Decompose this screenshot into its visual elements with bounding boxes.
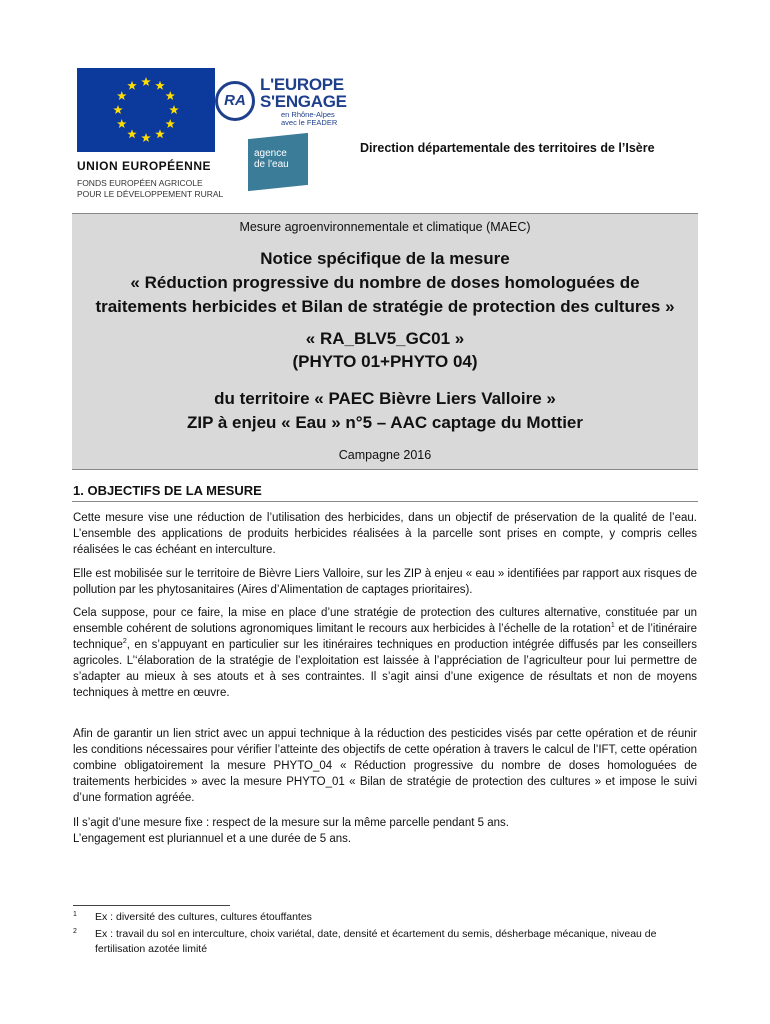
title-code: « RA_BLV5_GC01 » [305,329,465,348]
agence-de-leau-logo [244,136,320,206]
eu-star-icon [127,129,137,138]
footnote-number: 1 [73,911,77,918]
europe-logo-small-line: en Rhône-Alpes [281,110,335,119]
eu-star-icon [169,105,179,114]
footnote-ref[interactable]: 2 [122,638,127,646]
eu-star-icon [141,133,151,142]
eu-star-icon [155,129,165,138]
europe-logo-line: L'EUROPE [260,75,344,94]
eu-star-icon [117,119,127,128]
eu-star-icon [117,91,127,100]
paragraph: Cette mesure vise une réduction de l’utilisation des herbicides, dans un objectif de préservation de la qualité de l’eau. L’ensemble des applications de produits herbicides réalisées à la parcelle sont prises en compte, y compris celles réalisées le cas échéant en interculture. [73,512,697,556]
title-territory: du territoire « PAEC Bièvre Liers Valloire » [214,389,556,408]
title-territory: ZIP à enjeu « Eau » n°5 – AAC captage du Mottier [186,413,583,432]
paragraph-text: et de l’itinéraire technique [73,623,697,651]
eu-title: UNION EUROPÉENNE [77,159,212,173]
paragraph: Afin de garantir un lien strict avec un appui technique à la réduction des pesticides visés par cette opération et de réunir les conditions nécessaires pour vérifier l’atteinte des objectifs de cette opération à travers le calcul de l’IFT, cette opération combine obligatoirement la mesure PHYTO_04 « Réduction progressive du nombre de doses homologuées de traitements herbicides » avec la mesure PHYTO_01 « Bilan de stratégie de protection des cultures » et impose le suivi d’une formation agréée. [73,728,697,804]
eu-star-icon [165,119,175,128]
title-campagne: Campagne 2016 [338,448,432,462]
eu-subtitle-line: FONDS EUROPÉEN AGRICOLE [77,178,203,188]
europe-logo-small [281,111,337,127]
paragraph-line: L’engagement est pluriannuel et a une durée de 5 ans. [73,833,352,845]
section-heading: 1. OBJECTIFS DE LA MESURE [73,483,262,498]
paragraph-text: Cela suppose, pour ce faire, la mise en place d’une stratégie de protection des cultures alternative, constituée par un ensemble cohérent de solutions agronomiques limitant le recours aux herbicides à l’échelle de la rotation [73,607,697,635]
paragraph-text: , en s’appuyant en particulier sur les itinéraires techniques en production intégrée diffusés par les conseillers agricoles. L’‘élaboration de la stratégie de l’exploitation est laissée à l’appréciation de l’agriculteur pour lui permettre de s’adapter au mieux à ses atouts et à ses contraintes. Il s’agit ainsi d’une exigence de résultats et non de moyens techniques à mettre en œuvre. [73,639,697,699]
paragraph [73,815,697,847]
agence-logo-line: de l'eau [254,159,289,170]
footnote-number: 2 [73,928,77,935]
agence-logo-line: agence [254,148,287,159]
paragraph-line: Il s’agit d’une mesure fixe : respect de la mesure sur la même parcelle pendant 5 ans. [73,817,509,829]
eu-star-icon [141,77,151,86]
footnote-text: Ex : travail du sol en interculture, choix variétal, date, densité et écartement du semis, désherbage mécanique, niveau de fertilisation azotée limité [95,928,657,955]
title-code: (PHYTO 01+PHYTO 04) [292,352,478,371]
paragraph: Elle est mobilisée sur le territoire de Bièvre Liers Valloire, sur les ZIP à enjeu « eau » identifiées par rapport aux risques de pollution par les phytosanitaires (Aires d’Alimentation de captages prioritaires). [73,568,697,596]
ra-logo-icon: RA [215,81,255,121]
eu-subtitle-line: POUR LE DÉVELOPPEMENT RURAL [77,189,224,199]
title-line: Notice spécifique de la mesure [260,249,510,268]
title-line: traitements herbicides et Bilan de stratégie de protection des cultures » [95,297,675,316]
eu-logo [73,68,224,203]
eu-flag-icon [77,68,215,152]
footnote-text: Ex : diversité des cultures, cultures étouffantes [95,911,312,923]
agence-logo-text [254,148,289,170]
title-subtitle: Mesure agroenvironnementale et climatique (MAEC) [239,220,531,234]
eu-star-icon [155,81,165,90]
europe-logo-small-line: avec le FEADER [281,118,338,127]
paragraph [73,605,697,701]
eu-subtitle [77,178,227,200]
eu-stars [77,68,215,152]
direction-header: Direction départementale des territoires de l’Isère [360,141,655,155]
footnote-rule [73,905,230,906]
eu-star-icon [113,105,123,114]
europe-logo-line: S'ENGAGE [260,92,347,111]
footnote-ref[interactable]: 1 [610,622,615,630]
eu-star-icon [127,81,137,90]
section-rule [72,501,698,502]
europe-sengage-logo [215,74,347,127]
eu-star-icon [165,91,175,100]
title-box [72,213,698,470]
title-line: « Réduction progressive du nombre de doses homologuées de [130,273,640,292]
europe-logo-text [260,76,347,110]
